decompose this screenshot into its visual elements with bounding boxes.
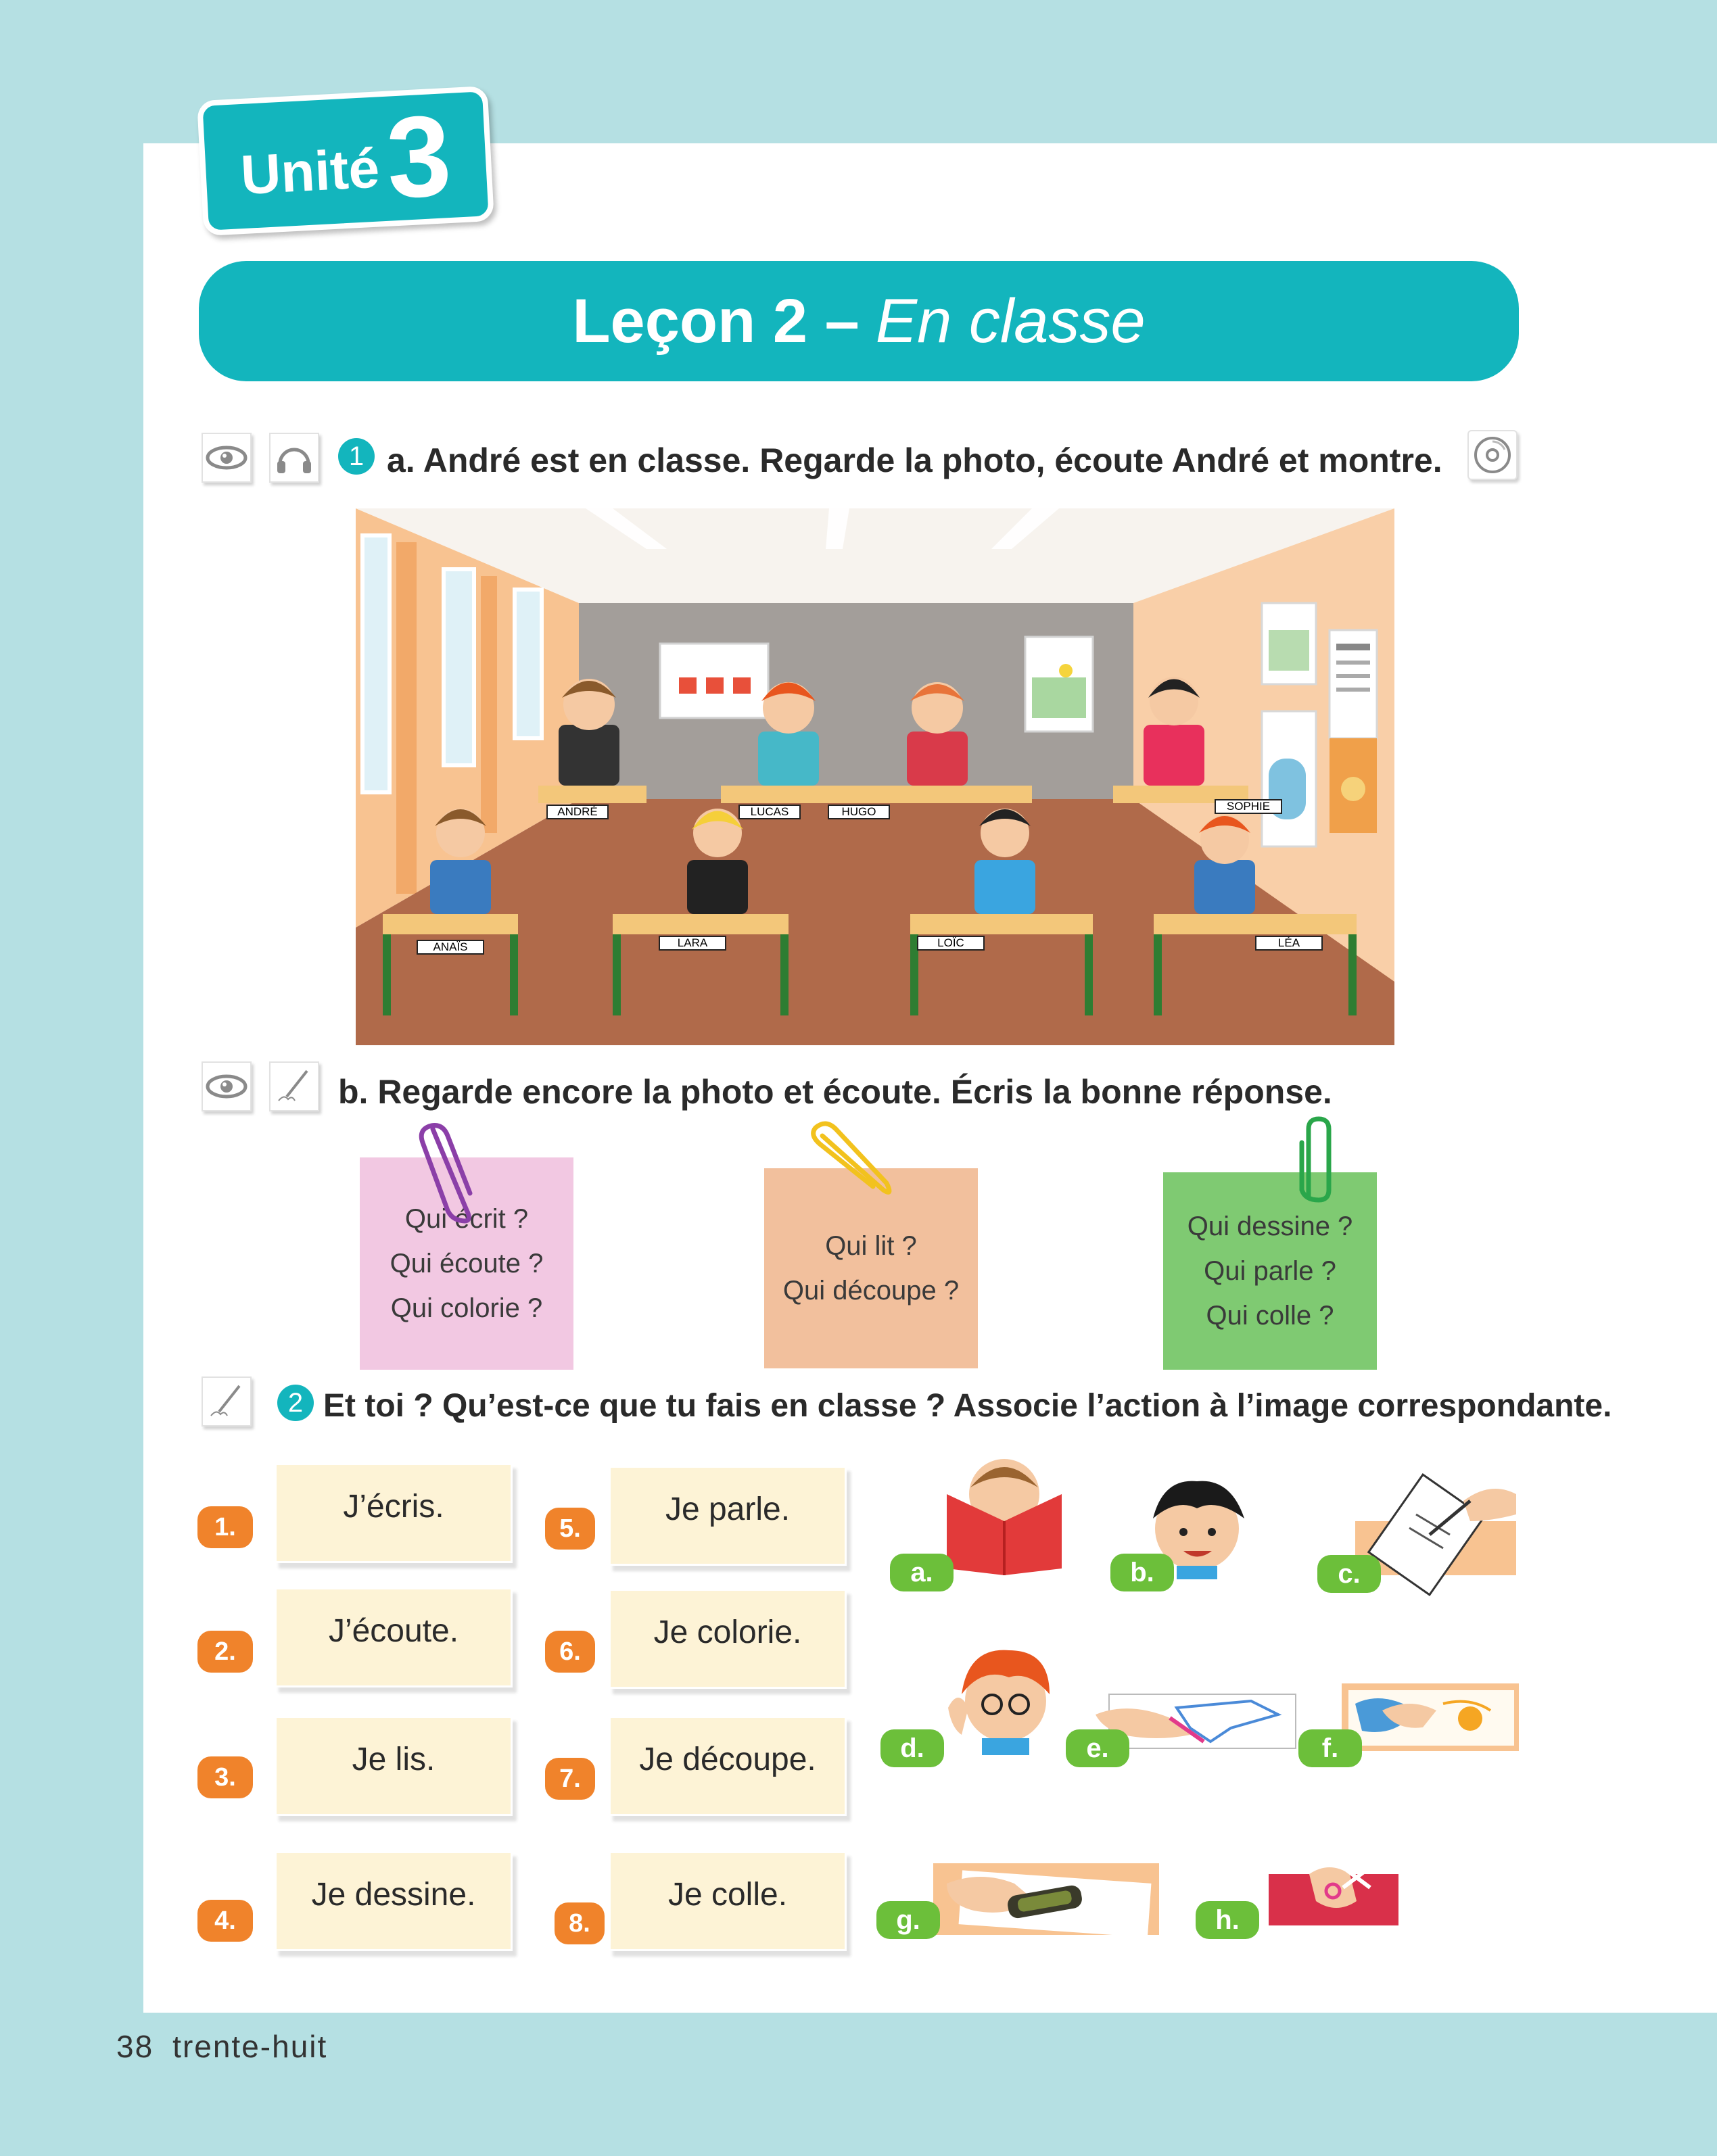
action-number: 2. bbox=[197, 1631, 253, 1673]
note-line: Qui colle ? bbox=[1206, 1301, 1334, 1331]
image-label: h. bbox=[1196, 1901, 1259, 1939]
note-line: Qui lit ? bbox=[825, 1231, 917, 1261]
eye-icon bbox=[202, 433, 252, 483]
name-tag-andre: ANDRÉ bbox=[546, 805, 609, 819]
paperclip-icon bbox=[809, 1116, 903, 1203]
cutting-hand-image bbox=[1269, 1861, 1398, 1925]
page-footer bbox=[116, 2028, 327, 2065]
name-tag-lara: LARA bbox=[659, 936, 726, 951]
action-number: 6. bbox=[545, 1631, 595, 1673]
name-tag-sophie: SOPHIE bbox=[1215, 799, 1282, 814]
exercise-1b-instruction: b. Regarde encore la photo et écoute. Écris la bonne réponse. bbox=[338, 1073, 1332, 1111]
unit-tab bbox=[197, 86, 494, 236]
gluing-hand-image bbox=[933, 1863, 1159, 1935]
name-tag-loic: LOÏC bbox=[917, 936, 985, 951]
image-label: c. bbox=[1317, 1555, 1381, 1593]
note-line: Qui parle ? bbox=[1204, 1256, 1336, 1286]
action-card: J’écoute. bbox=[275, 1587, 513, 1687]
sticky-note-3 bbox=[1163, 1172, 1377, 1370]
image-label: f. bbox=[1298, 1729, 1362, 1767]
unit-number: 3 bbox=[383, 91, 454, 223]
paperclip-icon bbox=[413, 1116, 487, 1224]
image-label: a. bbox=[890, 1554, 954, 1591]
lesson-title: Leçon 2 – bbox=[572, 286, 860, 356]
pen-icon bbox=[269, 1061, 319, 1111]
action-card: J’écris. bbox=[275, 1463, 513, 1563]
note-line: Qui écoute ? bbox=[390, 1249, 544, 1278]
action-card: Je colorie. bbox=[609, 1589, 847, 1689]
image-label: d. bbox=[880, 1729, 944, 1767]
name-tag-anais: ANAÏS bbox=[417, 940, 484, 955]
pen-icon bbox=[202, 1376, 252, 1427]
action-number: 3. bbox=[197, 1756, 253, 1798]
action-number: 5. bbox=[545, 1508, 595, 1550]
image-label: g. bbox=[876, 1901, 940, 1939]
note-line: Qui colorie ? bbox=[390, 1293, 543, 1323]
exercise-2-number: 2 bbox=[277, 1385, 314, 1421]
action-card: Je colle. bbox=[609, 1851, 847, 1951]
eye-icon bbox=[202, 1061, 252, 1111]
name-tag-lea: LÉA bbox=[1255, 936, 1323, 951]
name-tag-lucas: LUCAS bbox=[738, 805, 801, 819]
image-label: b. bbox=[1110, 1554, 1174, 1591]
image-label: e. bbox=[1066, 1729, 1129, 1767]
page-number-words: trente-huit bbox=[172, 2029, 328, 2064]
page-number: 38 bbox=[116, 2029, 154, 2064]
action-number: 8. bbox=[555, 1902, 605, 1944]
listening-child-image bbox=[941, 1633, 1063, 1755]
action-card: Je lis. bbox=[275, 1716, 513, 1816]
cd-icon bbox=[1467, 430, 1518, 480]
headphones-icon bbox=[269, 433, 319, 483]
note-line: Qui écrit ? bbox=[404, 1204, 529, 1234]
action-number: 1. bbox=[197, 1506, 253, 1548]
exercise-1-number: 1 bbox=[338, 438, 375, 475]
reading-child-image bbox=[940, 1447, 1068, 1575]
action-card: Je parle. bbox=[609, 1466, 847, 1566]
lesson-title-bar bbox=[199, 261, 1519, 381]
unit-word: Unité bbox=[239, 137, 381, 207]
exercise-2-instruction: Et toi ? Qu’est-ce que tu fais en classe ? Associe l’action à l’image correspondante. bbox=[323, 1388, 1612, 1424]
action-card: Je découpe. bbox=[609, 1716, 847, 1816]
coloring-hand-image bbox=[1342, 1683, 1519, 1754]
paperclip-icon bbox=[1292, 1116, 1339, 1203]
exercise-1a-instruction: a. André est en classe. Regarde la photo, écoute André et montre. bbox=[387, 441, 1442, 479]
note-line: Qui découpe ? bbox=[782, 1276, 960, 1305]
action-card: Je dessine. bbox=[275, 1851, 513, 1951]
action-number: 7. bbox=[545, 1758, 595, 1800]
classroom-illustration bbox=[356, 508, 1394, 1045]
action-number: 4. bbox=[197, 1900, 253, 1942]
name-tag-hugo: HUGO bbox=[828, 805, 890, 819]
lesson-subtitle: En classe bbox=[875, 286, 1146, 356]
note-line: Qui dessine ? bbox=[1187, 1212, 1353, 1241]
